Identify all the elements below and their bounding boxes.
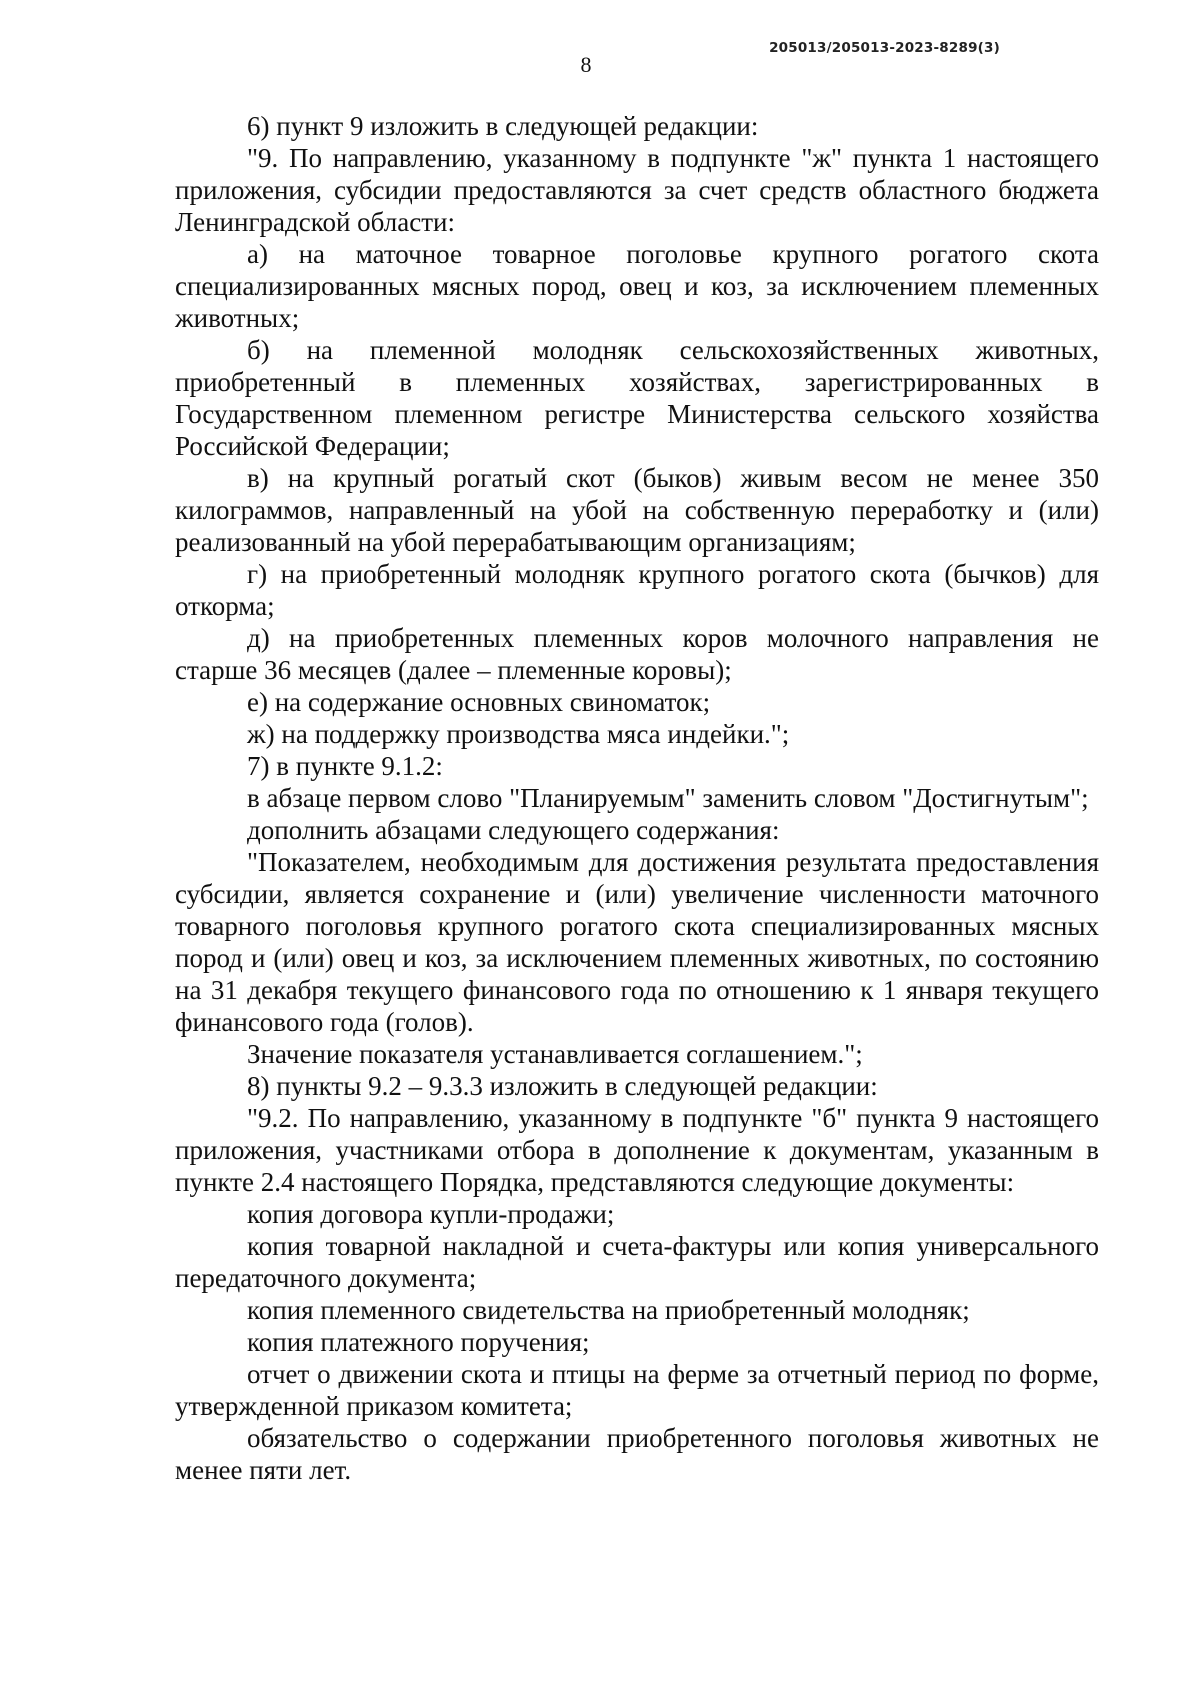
paragraph: г) на приобретенный молодняк крупного рогатого скота (бычков) для откорма; <box>175 559 1099 621</box>
paragraph: копия платежного поручения; <box>247 1327 590 1357</box>
page-number: 8 <box>580 52 592 77</box>
paragraph: "9.2. По направлению, указанному в подпункте "б" пункта 9 настоящего приложения, участниками отбора в дополнение к документам, указанным в пункте 2.4 настоящего Порядка, представляются следующие документы: <box>175 1103 1099 1197</box>
paragraph: д) на приобретенных племенных коров молочного направления не старше 36 месяцев (далее – племенные коровы); <box>175 623 1099 685</box>
paragraph: дополнить абзацами следующего содержания: <box>247 815 780 845</box>
paragraph: а) на маточное товарное поголовье крупного рогатого скота специализированных мясных пород, овец и коз, за исключением племенных животных; <box>175 239 1099 333</box>
paragraph: 6) пункт 9 изложить в следующей редакции: <box>247 111 759 141</box>
paragraph: копия договора купли-продажи; <box>247 1199 615 1229</box>
document-id: 205013/205013-2023-8289(3) <box>769 40 1000 56</box>
paragraph: 8) пункты 9.2 – 9.3.3 изложить в следующей редакции: <box>247 1071 878 1101</box>
paragraph: е) на содержание основных свиноматок; <box>247 687 711 717</box>
paragraph: копия племенного свидетельства на приобретенный молодняк; <box>247 1295 970 1325</box>
paragraph: обязательство о содержании приобретенного поголовья животных не менее пяти лет. <box>175 1423 1099 1485</box>
paragraph: ж) на поддержку производства мяса индейки."; <box>247 719 790 749</box>
paragraph: в абзаце первом слово "Планируемым" заменить словом "Достигнутым"; <box>247 783 1089 813</box>
paragraph: "9. По направлению, указанному в подпункте "ж" пункта 1 настоящего приложения, субсидии предоставляются за счет средств областного бюджета Ленинградской области: <box>175 143 1099 237</box>
paragraph: Значение показателя устанавливается соглашением."; <box>247 1039 863 1069</box>
paragraph: 7) в пункте 9.1.2: <box>247 751 443 781</box>
paragraph: отчет о движении скота и птицы на ферме за отчетный период по форме, утвержденной приказом комитета; <box>175 1359 1099 1421</box>
document-body <box>175 110 1099 1486</box>
paragraph: б) на племенной молодняк сельскохозяйственных животных, приобретенный в племенных хозяйствах, зарегистрированных в Государственном племенном регистре Министерства сельского хозяйства Российской Федерации; <box>175 335 1099 461</box>
paragraph: "Показателем, необходимым для достижения результата предоставления субсидии, является сохранение и (или) увеличение численности маточного товарного поголовья крупного рогатого скота специализированных мясных пород и (или) овец и коз, за исключением племенных животных, по состоянию на 31 декабря текущего финансового года по отношению к 1 января текущего финансового года (голов). <box>175 847 1099 1037</box>
paragraph: копия товарной накладной и счета-фактуры или копия универсального передаточного документа; <box>175 1231 1099 1293</box>
paragraph: в) на крупный рогатый скот (быков) живым весом не менее 350 килограммов, направленный на убой на собственную переработку и (или) реализованный на убой перерабатывающим организациям; <box>175 463 1099 557</box>
